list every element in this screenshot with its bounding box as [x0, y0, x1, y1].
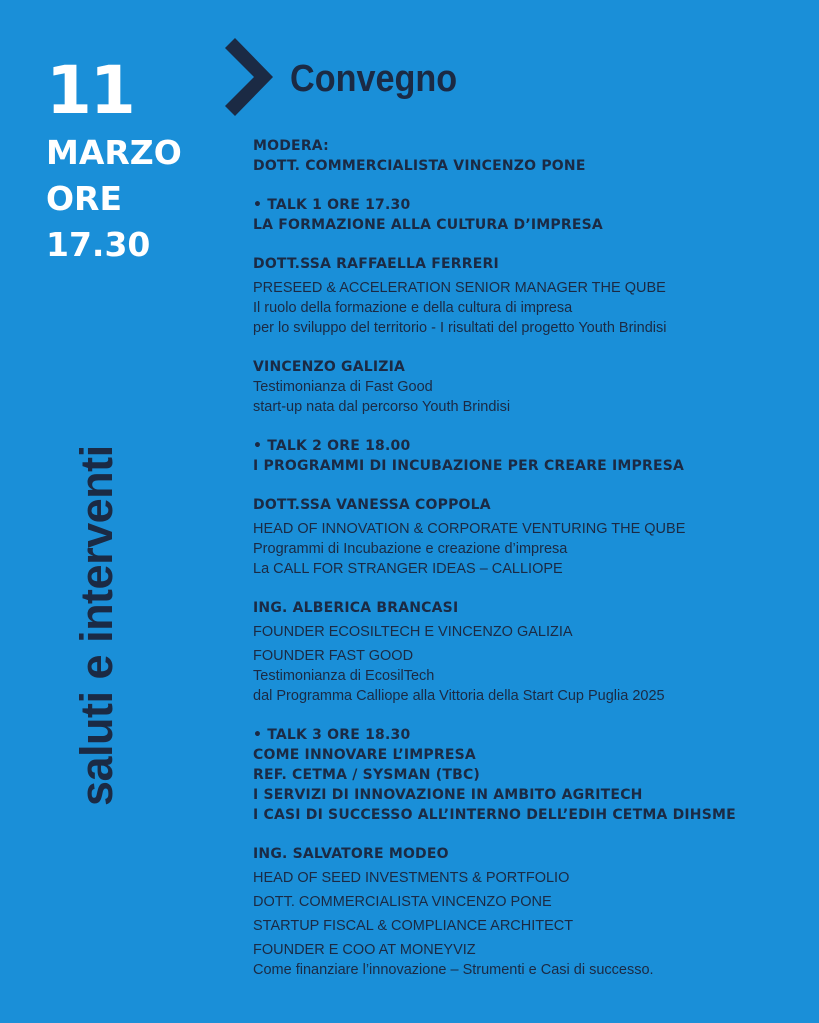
program-heading-line: REF. CETMA / SYSMAN (TBC) — [253, 767, 481, 783]
program-text-line: Programmi di Incubazione e creazione d’impresa — [253, 541, 568, 557]
program-heading-line: • TALK 2 ORE 18.00 — [253, 438, 411, 454]
date-time: 17.30 — [46, 225, 151, 264]
program-heading-line: • TALK 3 ORE 18.30 — [253, 727, 411, 743]
section-heading: Convegno — [290, 58, 458, 100]
program-block — [253, 195, 813, 235]
event-date — [46, 52, 182, 268]
program-text-line: Come finanziare l’innovazione – Strumenti e Casi di successo. — [253, 962, 654, 978]
program-text-line: HEAD OF INNOVATION & CORPORATE VENTURING THE QUBE — [253, 521, 686, 537]
program-heading-line: DOTT.SSA VANESSA COPPOLA — [253, 497, 491, 513]
program-block — [253, 254, 813, 338]
program-block — [253, 495, 813, 579]
program-block — [253, 598, 813, 706]
program-block — [253, 136, 813, 176]
chevron-right-icon — [225, 38, 277, 116]
date-month: MARZO — [46, 133, 182, 172]
block-spacer — [253, 476, 813, 495]
program-list — [253, 136, 813, 980]
program-text-line: STARTUP FISCAL & COMPLIANCE ARCHITECT — [253, 918, 574, 934]
program-text-line: La CALL FOR STRANGER IDEAS – CALLIOPE — [253, 561, 563, 577]
program-heading-line: COME INNOVARE L’IMPRESA — [253, 747, 476, 763]
date-hour-label: ORE — [46, 179, 123, 218]
program-heading-line: ING. ALBERICA BRANCASI — [253, 600, 459, 616]
program-text-line: DOTT. COMMERCIALISTA VINCENZO PONE — [253, 894, 552, 910]
program-text-line: per lo sviluppo del territorio - I risultati del progetto Youth Brindisi — [253, 320, 667, 336]
program-text-line: PRESEED & ACCELERATION SENIOR MANAGER THE QUBE — [253, 280, 666, 296]
program-text-line: FOUNDER FAST GOOD — [253, 648, 414, 664]
program-text-line: FOUNDER ECOSILTECH E VINCENZO GALIZIA — [253, 624, 573, 640]
program-text-line: Il ruolo della formazione e della cultura di impresa — [253, 300, 573, 316]
date-day: 11 — [46, 52, 134, 129]
program-heading-line: I SERVIZI DI INNOVAZIONE IN AMBITO AGRITECH — [253, 787, 643, 803]
program-heading-line: DOTT. COMMERCIALISTA VINCENZO PONE — [253, 158, 586, 174]
vertical-title: saluti e interventi — [71, 445, 122, 806]
program-heading-line: DOTT.SSA RAFFAELLA FERRERI — [253, 256, 499, 272]
block-spacer — [253, 579, 813, 598]
block-spacer — [253, 176, 813, 195]
program-text-line: HEAD OF SEED INVESTMENTS & PORTFOLIO — [253, 870, 570, 886]
program-text-line: start-up nata dal percorso Youth Brindisi — [253, 399, 511, 415]
block-spacer — [253, 706, 813, 725]
program-text-line: Testimonianza di Fast Good — [253, 379, 433, 395]
program-heading-line: VINCENZO GALIZIA — [253, 359, 406, 375]
block-spacer — [253, 235, 813, 254]
block-spacer — [253, 338, 813, 357]
program-heading-line: LA FORMAZIONE ALLA CULTURA D’IMPRESA — [253, 217, 603, 233]
block-spacer — [253, 417, 813, 436]
program-heading-line: ING. SALVATORE MODEO — [253, 846, 449, 862]
block-spacer — [253, 825, 813, 844]
program-block — [253, 725, 813, 825]
program-text-line: dal Programma Calliope alla Vittoria della Start Cup Puglia 2025 — [253, 688, 665, 704]
program-heading-line: I CASI DI SUCCESSO ALL’INTERNO DELL’EDIH CETMA DIHSME — [253, 807, 736, 823]
program-heading-line: • TALK 1 ORE 17.30 — [253, 197, 411, 213]
program-block — [253, 357, 813, 417]
program-block — [253, 844, 813, 980]
program-text-line: Testimonianza di EcosilTech — [253, 668, 435, 684]
program-heading-line: MODERA: — [253, 138, 329, 154]
program-block — [253, 436, 813, 476]
program-heading-line: I PROGRAMMI DI INCUBAZIONE PER CREARE IMPRESA — [253, 458, 685, 474]
program-text-line: FOUNDER E COO AT MONEYVIZ — [253, 942, 476, 958]
